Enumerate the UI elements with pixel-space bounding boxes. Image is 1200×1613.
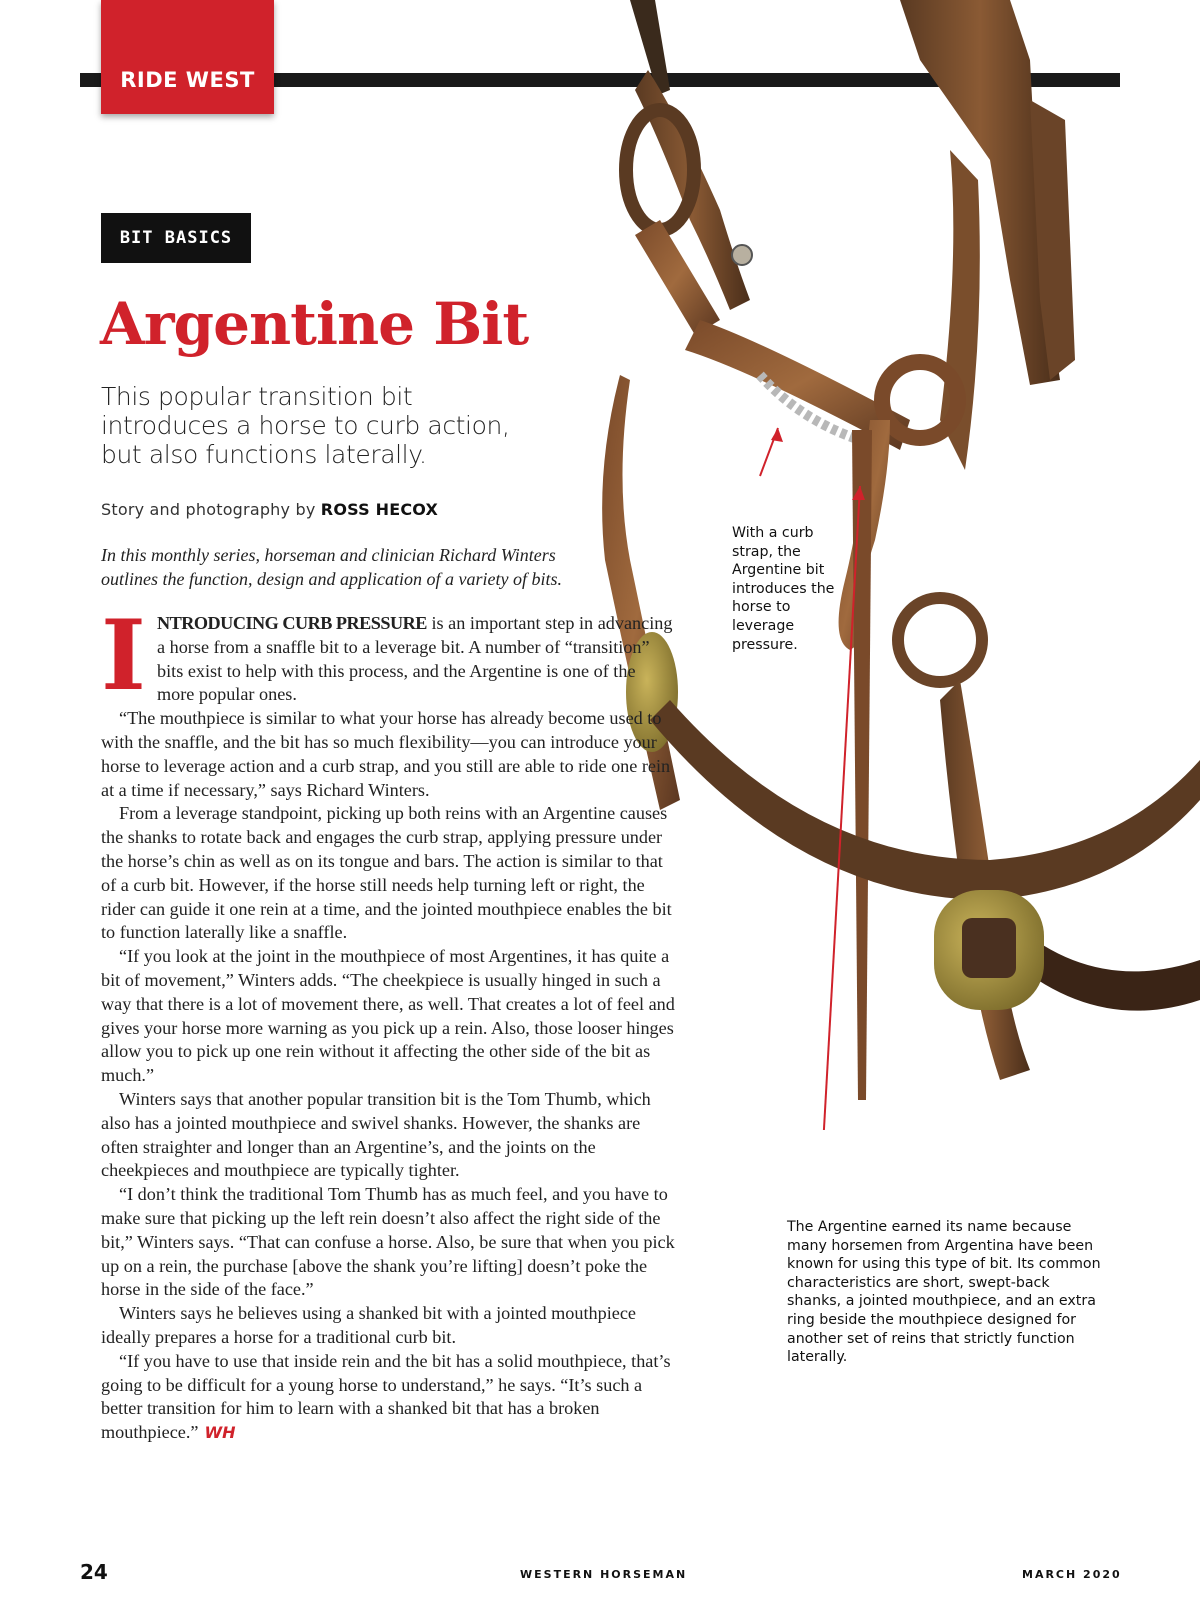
byline-prefix: Story and photography by [101, 500, 321, 519]
section-tag-label: RIDE WEST [120, 68, 255, 92]
byline [101, 500, 438, 519]
body-paragraph-5: Winters says that another popular transition bit is the Tom Thumb, which also has a jointed mouthpiece and swivel shanks. However, the shanks are often straighter and longer than an Argentine’s, and the joints on the cheekpieces and mouthpiece are typically tighter. [101, 1088, 651, 1181]
publication-name: WESTERN HORSEMAN [520, 1568, 688, 1581]
drop-cap: I [101, 599, 146, 712]
photo-caption-curb: With a curb strap, the Argentine bit introduces the horse to leverage pressure. [732, 525, 835, 653]
section-badge [101, 213, 251, 263]
end-mark-logo: WH [204, 1423, 236, 1443]
body-paragraph-1-text: is an important step in advancing a horse from a snaffle bit to a leverage bit. A number of “transition” bits exist to help with this process, and the Argentine is one of the more popular ones. [157, 613, 673, 705]
byline-author: ROSS HECOX [320, 500, 439, 519]
body-paragraph-8 [101, 1350, 676, 1445]
body-paragraph-1 [101, 599, 676, 712]
article-title: Argentine Bit [100, 290, 529, 358]
body-paragraph-4: “If you look at the joint in the mouthpiece of most Argentines, it has quite a bit of movement,” Winters adds. “The cheekpiece is usually hinged in such a way that there is a lot of movement there, as well. That creates a lot of feel and gives your horse more warning as you pick up a rein. Also, those looser hinges allow you to pick up one rein without it affecting the other side of the bit as much.” [101, 946, 675, 1086]
body-paragraph-6: “I don’t think the traditional Tom Thumb has as much feel, and you have to make sure that picking up the left rein doesn’t also affect the right side of the bit,” Winters says. “That can confuse a horse. Also, be sure that when you pick up on a rein, the purchase [above the shank you’re lifting] doesn’t poke the horse in the side of the face.” [101, 1184, 675, 1300]
issue-date: MARCH 2020 [1022, 1568, 1122, 1581]
lead-in-caps: NTRODUCING CURB PRESSURE [157, 613, 427, 633]
section-tag [101, 0, 274, 114]
body-paragraph-2: “The mouthpiece is similar to what your horse has already become used to with the snaffle, and the bit has so much flexibility—you can introduce your horse to leverage action and a curb strap, and you still are able to ride one rein at a time if necessary,” says Richard Winters. [101, 708, 671, 800]
article-dek: This popular transition bit introduces a horse to curb action, but also functions laterally. [101, 382, 510, 469]
body-paragraph-8-text: “If you have to use that inside rein and the bit has a solid mouthpiece, that’s going to be difficult for a young horse to understand,” he says. “It’s such a better transition for him to learn with a shanked bit that has a broken mouthpiece.” [101, 1350, 671, 1443]
photo-caption-name: The Argentine earned its name because many horsemen from Argentina have been known for using this type of bit. Its common characteristics are short, swept-back shanks, a jointed mouthpiece, and an extra ring beside the mouthpiece designed for another set of reins that strictly function laterally. [787, 1219, 1101, 1366]
section-badge-label: BIT BASICS [119, 228, 233, 248]
body-paragraph-3: From a leverage standpoint, picking up both reins with an Argentine causes the shanks to rotate back and engages the curb strap, applying pressure under the horse’s chin as well as on its tongue and bars. The action is similar to that of a curb bit. However, if the horse still needs help turning left or right, the rider can guide it one rein at a time, and the jointed mouthpiece enables the bit to function laterally like a snaffle. [101, 803, 672, 943]
intro-paragraph: In this monthly series, horseman and clinician Richard Winters outlines the function, design and application of a variety of bits. [101, 545, 562, 589]
article-body [101, 599, 676, 1445]
body-paragraph-7: Winters says he believes using a shanked bit with a jointed mouthpiece ideally prepares a horse for a traditional curb bit. [101, 1303, 636, 1347]
page-number: 24 [80, 1560, 108, 1584]
